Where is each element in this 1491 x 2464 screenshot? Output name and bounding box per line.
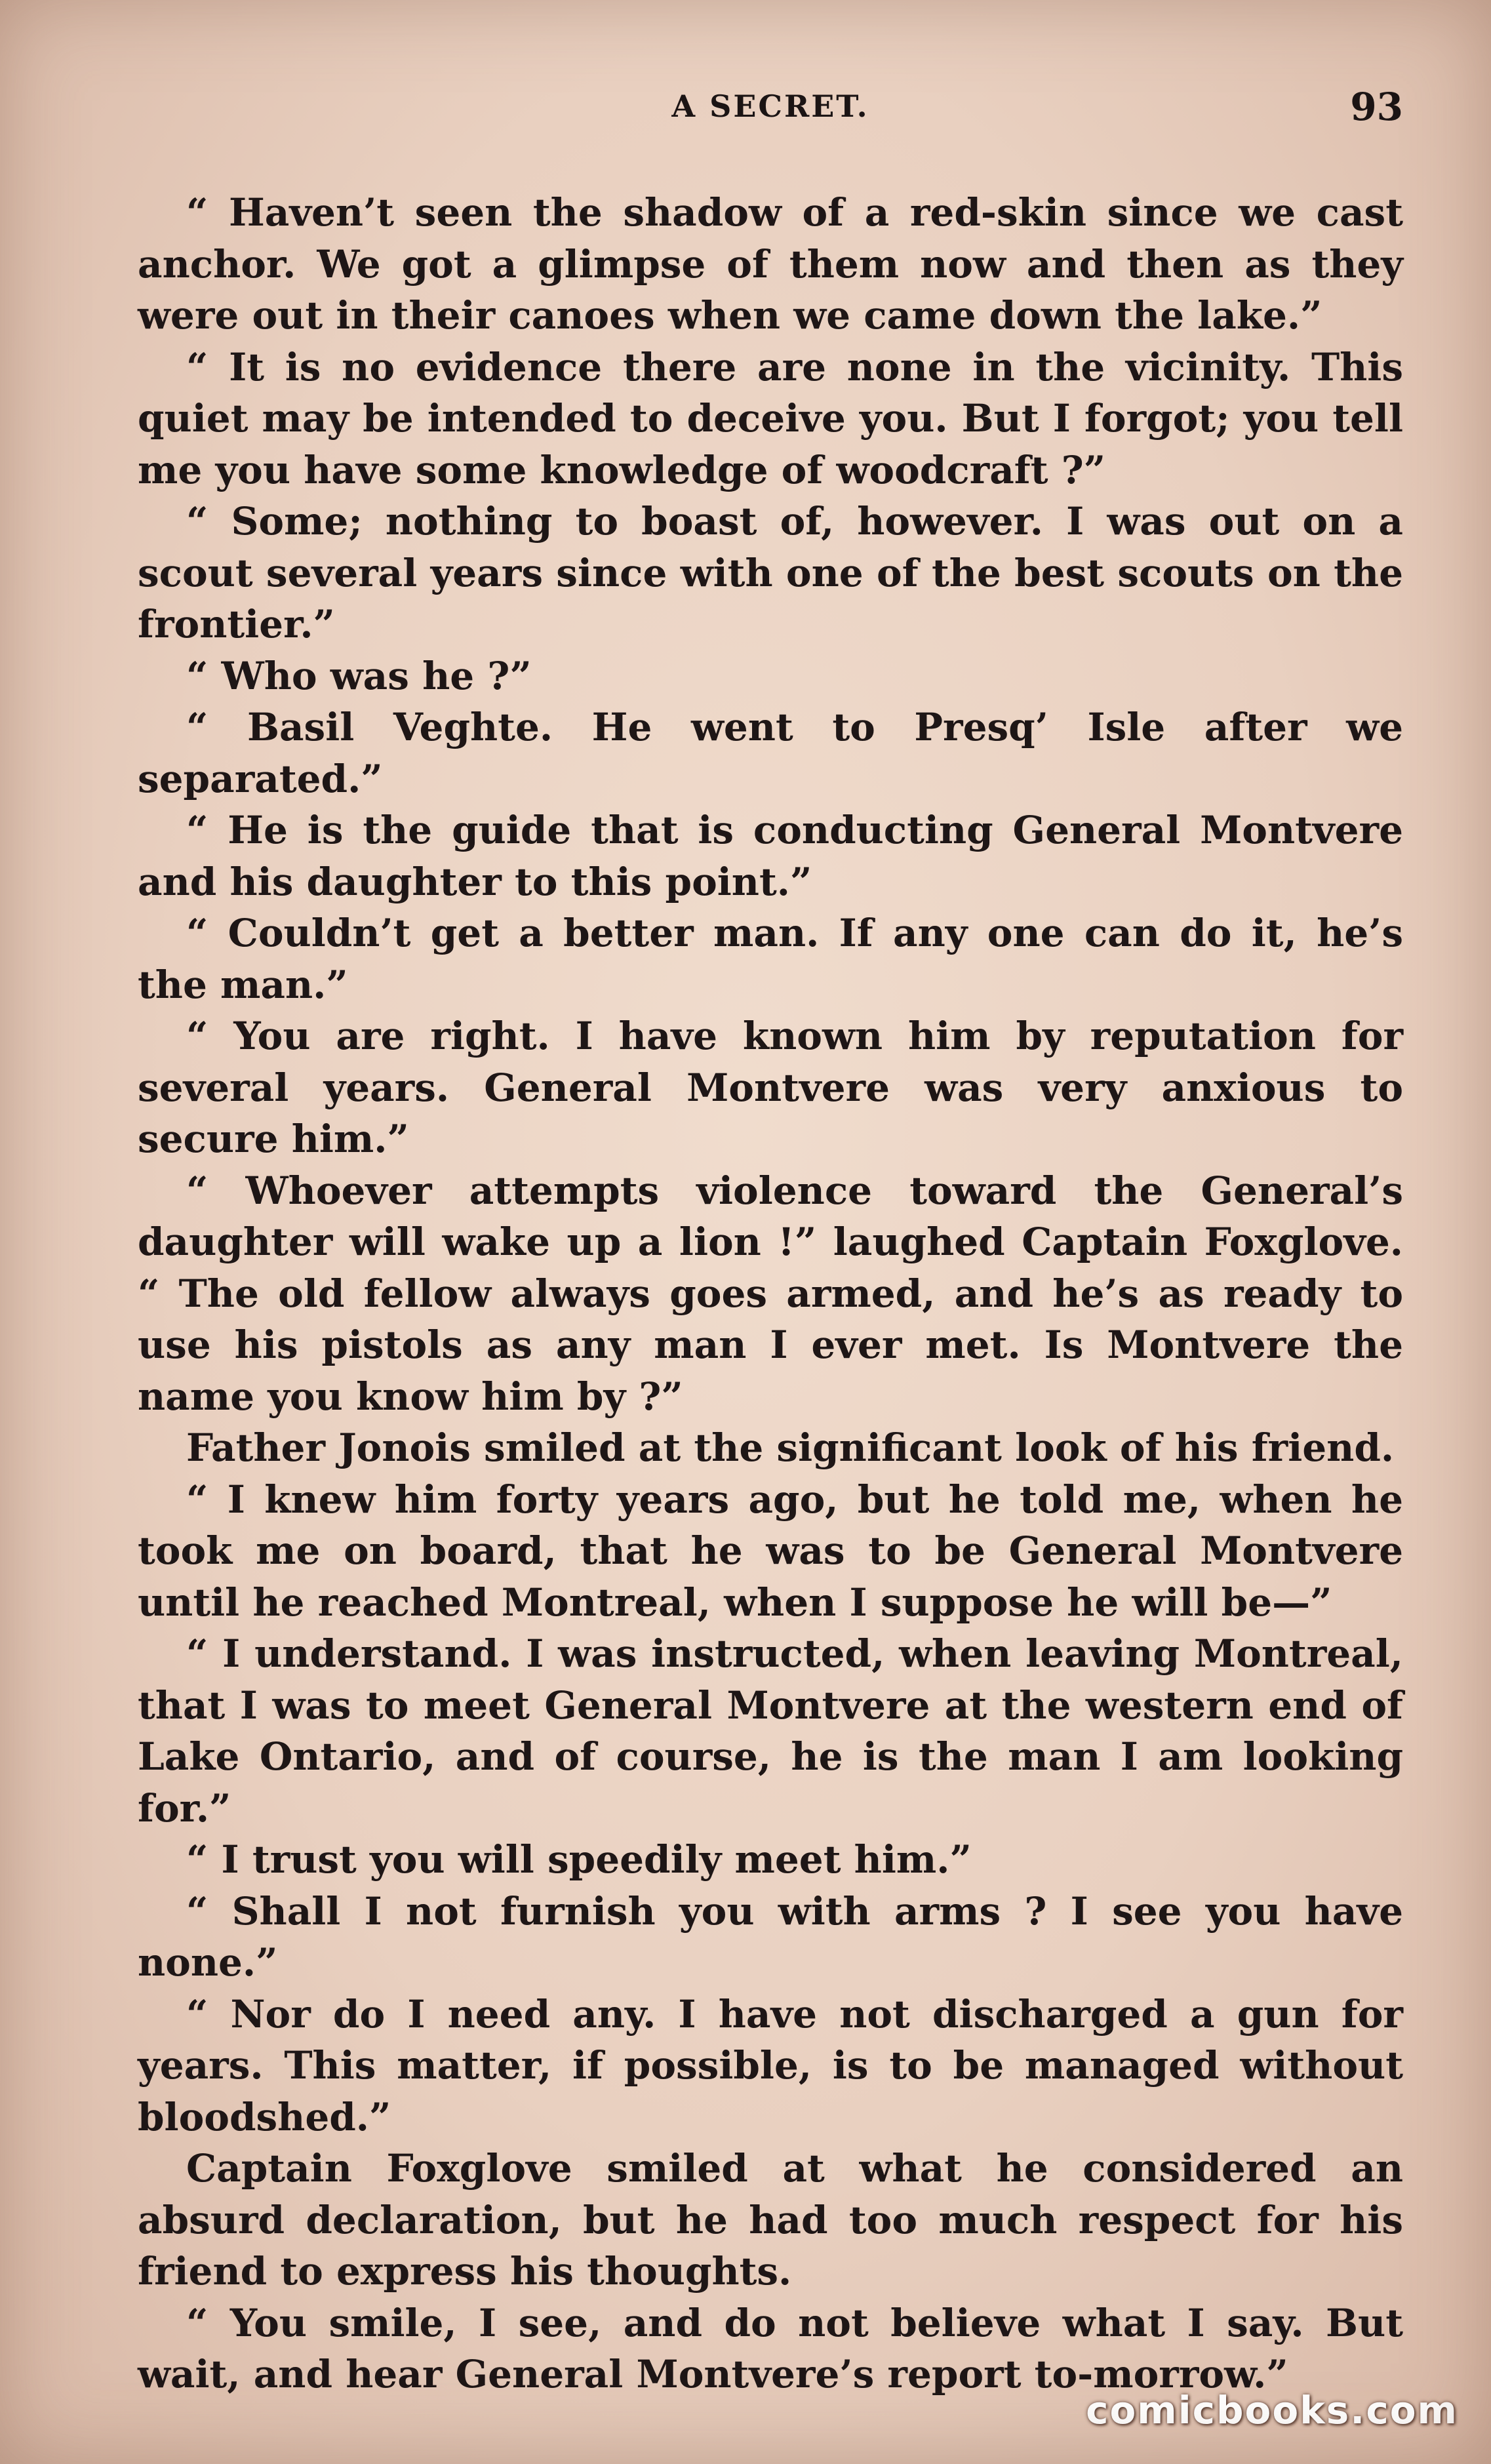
body-text — [138, 187, 1403, 2396]
paragraph: “ I understand. I was instructed, when leaving Montreal, that I was to meet General Montvere at the western end of Lake Ontario, and of course, he is the man I am looking for.” — [138, 1631, 1403, 1831]
paragraph: “ Haven’t seen the shadow of a red-skin since we cast anchor. We got a glimpse of them now and then as they were out in their canoes when we came down the lake.” — [138, 190, 1403, 338]
page-header — [138, 85, 1403, 141]
paragraph: “ Basil Veghte. He went to Presq’ Isle after we separated.” — [138, 705, 1403, 801]
paragraph: Father Jonois smiled at the significant look of his friend. — [186, 1425, 1395, 1470]
paragraph: “ You smile, I see, and do not believe what I say. But wait, and hear General Montvere’s report to-morrow.” — [138, 2300, 1403, 2396]
running-head: A SECRET. — [671, 89, 869, 124]
paragraph: Captain Foxglove smiled at what he considered an absurd declaration, but he had too much respect for his friend to express his thoughts. — [138, 2146, 1403, 2294]
paragraph: “ Couldn’t get a better man. If any one can do it, he’s the man.” — [138, 911, 1403, 1007]
paragraph: “ Nor do I need any. I have not discharged a gun for years. This matter, if possible, is to be managed without bloodshed.” — [138, 1991, 1403, 2139]
paragraph: “ He is the guide that is conducting General Montvere and his daughter to this point.” — [138, 808, 1403, 904]
paragraph: “ Shall I not furnish you with arms ? I see you have none.” — [138, 1888, 1403, 1985]
paragraph: “ Some; nothing to boast of, however. I was out on a scout several years since with one of the best scouts on the frontier.” — [138, 499, 1403, 646]
paragraph: “ Who was he ?” — [186, 653, 532, 698]
page-number: 93 — [1350, 85, 1403, 129]
paragraph: “ I trust you will speedily meet him.” — [186, 1837, 972, 1882]
paragraph: “ You are right. I have known him by reputation for several years. General Montvere was very anxious to secure him.” — [138, 1014, 1403, 1161]
paragraph: “ Whoever attempts violence toward the General’s daughter will wake up a lion !” laughed Captain Foxglove. “ The old fellow always goes armed, and he’s as ready to use his pistols as any man I ever met. Is Montvere the name you know him by ?” — [138, 1168, 1403, 1419]
paragraph: “ It is no evidence there are none in the vicinity. This quiet may be intended to deceive you. But I forgot; you tell me you have some knowledge of woodcraft ?” — [138, 344, 1403, 492]
paragraph: “ I knew him forty years ago, but he told me, when he took me on board, that he was to be General Montvere until he reached Montreal, when I suppose he will be—” — [138, 1477, 1403, 1625]
site-watermark: comicbooks.com — [1086, 2388, 1458, 2433]
